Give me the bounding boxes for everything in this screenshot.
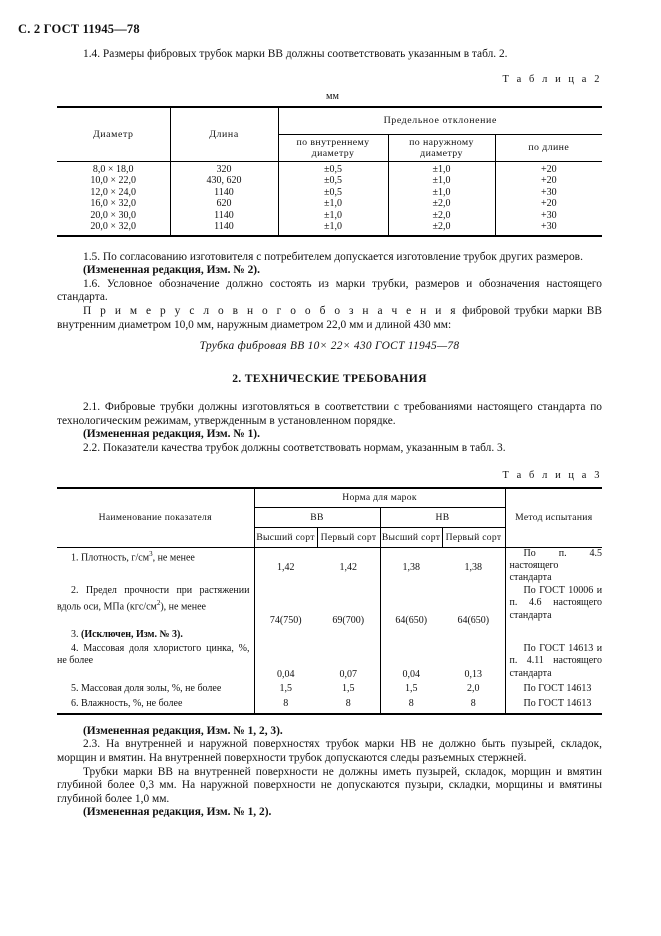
- table3-th-name: Наименование показателя: [57, 488, 254, 548]
- table3-cell-nv_first: [442, 629, 505, 643]
- table3-cell-vv_first: 0,07: [339, 668, 357, 680]
- table2-cell-inner: ±1,0: [278, 198, 388, 210]
- table-row: [57, 198, 602, 210]
- table2-body: [57, 161, 602, 235]
- paragraph-2-3: 2.3. На внутренней и наружной поверхностях трубок марки НВ не должно быть пузырей, складок, морщин и вмятин. На внутренней поверхности трубок допускаются следы разъемных стержней.: [57, 738, 602, 764]
- table2-unit: мм: [326, 90, 339, 102]
- example-lead-rest: фибровой трубки марки ВВ внутренним диаметром 10,0 мм, наружным диаметром 22,0 мм и длиной 430 мм:: [57, 304, 603, 331]
- section-2-title: 2. ТЕХНИЧЕСКИЕ ТРЕБОВАНИЯ: [232, 372, 427, 386]
- table2-cell-bylength: +30: [540, 186, 557, 198]
- table2-cell-diameter: 20,0 × 32,0: [57, 221, 170, 235]
- page-content: [57, 48, 602, 820]
- table3-cell-nv_high: 8: [380, 698, 442, 714]
- table2-cell-bylength: +20: [540, 198, 557, 210]
- table-row: [57, 683, 602, 698]
- table3-th-grade-vv-high: Высший сорт: [254, 527, 317, 547]
- table2-cell-inner: ±1,0: [278, 210, 388, 222]
- table3-cell-name: 1. Плотность, $г/см^3$, не менее: [57, 547, 254, 585]
- paragraph-1-4: 1.4. Размеры фибровых трубок марки ВВ должны соответствовать указанным в табл. 2.: [83, 48, 508, 60]
- table3-cell-name: 4. Массовая доля хлористого цинка, %, не более: [57, 643, 254, 683]
- paragraph-2-3-note: (Измененная редакция, Изм. № 1, 2).: [83, 806, 272, 819]
- table2-cell-outer: ±2,0: [388, 210, 495, 222]
- table2-th-length: Длина: [170, 107, 278, 162]
- table2-th-deviation: Предельное отклонение: [278, 107, 602, 135]
- table3-cell-vv_first: 69(700): [332, 614, 365, 626]
- table3-th-grade-nv-first: Первый сорт: [442, 527, 505, 547]
- table2-cell-outer: ±2,0: [388, 221, 495, 235]
- table3-cell-vv_first: 8: [317, 698, 380, 714]
- table-row: [57, 585, 602, 629]
- table3: [57, 487, 602, 715]
- table2-cell-inner: ±0,5: [278, 187, 388, 199]
- table2-cell-bylength: +20: [540, 163, 557, 175]
- page-header: С. 2 ГОСТ 11945—78: [18, 22, 140, 36]
- table2-cell-length: 1140: [170, 210, 278, 222]
- table3-header-row-1: [57, 488, 602, 508]
- table-row: [57, 698, 602, 714]
- table3-cell-nv_high: 64(650): [380, 585, 442, 629]
- table2-caption: Т а б л и ц а 2: [502, 73, 602, 85]
- table2-cell-inner: ±0,5: [278, 161, 388, 175]
- table3-cell-nv_first: 8: [442, 698, 505, 714]
- table2-cell-bylength: +20: [540, 175, 557, 187]
- table3-th-grade-vv-first: Первый сорт: [317, 527, 380, 547]
- table2-header-row-1: [57, 107, 602, 135]
- table2-cell-length: 430, 620: [170, 175, 278, 187]
- paragraph-note-123: (Измененная редакция, Изм. № 1, 2, 3).: [83, 724, 283, 737]
- table3-th-method: Метод испытания: [505, 488, 602, 548]
- table2-cell-diameter: 12,0 × 24,0: [57, 187, 170, 199]
- table-row: [57, 187, 602, 199]
- paragraph-2-2: 2.2. Показатели качества трубок должны соответствовать нормам, указанным в табл. 3.: [83, 441, 506, 454]
- table3-th-brand-vv: ВВ: [254, 507, 380, 527]
- table2-cell-inner: ±1,0: [278, 221, 388, 235]
- table2-cell-diameter: 20,0 × 30,0: [57, 210, 170, 222]
- table2-cell-outer: ±1,0: [388, 187, 495, 199]
- table3-th-grade-nv-high: Высший сорт: [380, 527, 442, 547]
- table3-cell-nv_first: 64(650): [442, 585, 505, 629]
- table3-body: [57, 547, 602, 714]
- table3-cell-nv_high: 0,04: [380, 643, 442, 683]
- table3-cell-vv_high: 1,5: [279, 682, 292, 694]
- table-row: [57, 175, 602, 187]
- table3-cell-nv_first: 1,38: [442, 547, 505, 585]
- table2-th-outer: по наружному диаметру: [388, 134, 495, 161]
- table3-th-brand-nv: НВ: [380, 507, 505, 527]
- table2-cell-length: 1140: [170, 187, 278, 199]
- table3-cell-name: 2. Предел прочности при растяжении вдоль оси, МПа $(кгс/см^2)$, не менее: [57, 585, 254, 629]
- table3-cell-vv_high: 1,42: [277, 561, 295, 573]
- table2-cell-length: 620: [170, 198, 278, 210]
- table3-cell-vv_first: [317, 629, 380, 643]
- table-row: [57, 161, 602, 175]
- table2-th-diameter: Диаметр: [57, 107, 170, 162]
- table3-th-norm: Норма для марок: [254, 488, 505, 508]
- table3-cell-nv_first: 0,13: [442, 643, 505, 683]
- table2-cell-bylength: +30: [540, 209, 557, 221]
- table3-cell-method: По ГОСТ 14613: [523, 682, 592, 694]
- paragraph-2-1-note: (Измененная редакция, Изм. № 1).: [83, 428, 260, 441]
- table3-cell-nv_high: [380, 629, 442, 643]
- table-row: [57, 629, 602, 643]
- table2-cell-bylength: +30: [540, 221, 557, 233]
- table3-cell-nv_high: 1,5: [380, 683, 442, 698]
- table3-cell-name: 6. Влажность, %, не более: [57, 698, 254, 714]
- table3-cell-name: 5. Массовая доля золы, %, не более: [57, 683, 254, 698]
- paragraph-1-5: 1.5. По согласованию изготовителя с потребителем допускается изготовление трубок других размеров.: [83, 250, 583, 263]
- paragraph-1-6: 1.6. Условное обозначение должно состоять из марки трубки, размеров и обозначения настоящего стандарта.: [57, 277, 602, 304]
- table2-cell-outer: ±1,0: [388, 175, 495, 187]
- table3-cell-nv_high: 1,38: [380, 547, 442, 585]
- table3-cell-method: По ГОСТ 14613: [505, 698, 602, 714]
- table3-cell-method: По ГОСТ 14613 и п. 4.11 настоящего стандарта: [509, 642, 603, 679]
- table2-th-inner: по внутреннему диаметру: [278, 134, 388, 161]
- paragraph-2-3-b: Трубки марки ВВ на внутренней поверхности не должны иметь пузырей, складок, морщин и вмятин глубиной более 0,3 мм. На наружной поверхности не допускаются пузыри, складки, морщины и вмятины глубиной более 1,0 мм.: [57, 765, 602, 805]
- table-row: [57, 643, 602, 683]
- table2-cell-outer: ±1,0: [388, 161, 495, 175]
- table2-cell-inner: ±0,5: [278, 175, 388, 187]
- table2-cell-diameter: 16,0 × 32,0: [57, 198, 170, 210]
- table2: [57, 106, 602, 235]
- table2-cell-length: 320: [170, 161, 278, 175]
- table3-cell-vv_high: 74(750): [269, 614, 302, 626]
- table2-head: [57, 107, 602, 162]
- table2-cell-diameter: 8,0 × 18,0: [57, 161, 170, 175]
- table3-cell-vv_high: [254, 629, 317, 643]
- paragraph-example-lead: [57, 305, 602, 332]
- table2-cell-length: 1140: [170, 221, 278, 235]
- table3-cell-vv_high: 8: [254, 698, 317, 714]
- paragraph-1-5-note: (Измененная редакция, Изм. № 2).: [83, 264, 260, 277]
- table3-caption: Т а б л и ц а 3: [502, 469, 602, 481]
- table2-cell-diameter: 10,0 × 22,0: [57, 175, 170, 187]
- table3-cell-method: [505, 629, 602, 643]
- table2-th-bylength: по длине: [495, 134, 602, 161]
- table3-cell-vv_first: 1,5: [342, 682, 355, 694]
- table3-cell-method: По ГОСТ 10006 и п. 4.6 настоящего стандарта: [509, 584, 603, 621]
- example-lead-spaced: П р и м е р у с л о в н о г о о б о з н а ч е н и я: [83, 304, 458, 317]
- table3-head: [57, 488, 602, 548]
- table-row: [57, 221, 602, 235]
- table3-cell-method: По п. 4.5 настоящего стандарта: [509, 547, 603, 584]
- table3-cell-name: 3. (Исключен, Изм. № 3).: [57, 629, 254, 643]
- paragraph-2-1: 2.1. Фибровые трубки должны изготовляться в соответствии с требованиями настоящего стандарта по технологическим режимам, утвержденным в установленном порядке.: [57, 401, 602, 427]
- table-row: [57, 210, 602, 222]
- table2-cell-outer: ±2,0: [388, 198, 495, 210]
- table3-cell-vv_first: 1,42: [339, 561, 357, 573]
- table-row: [57, 547, 602, 585]
- example-designation: Трубка фибровая ВВ 10× 22× 430 ГОСТ 11945—78: [199, 340, 460, 353]
- table3-cell-vv_high: 0,04: [277, 668, 295, 680]
- table3-cell-nv_first: 2,0: [442, 683, 505, 698]
